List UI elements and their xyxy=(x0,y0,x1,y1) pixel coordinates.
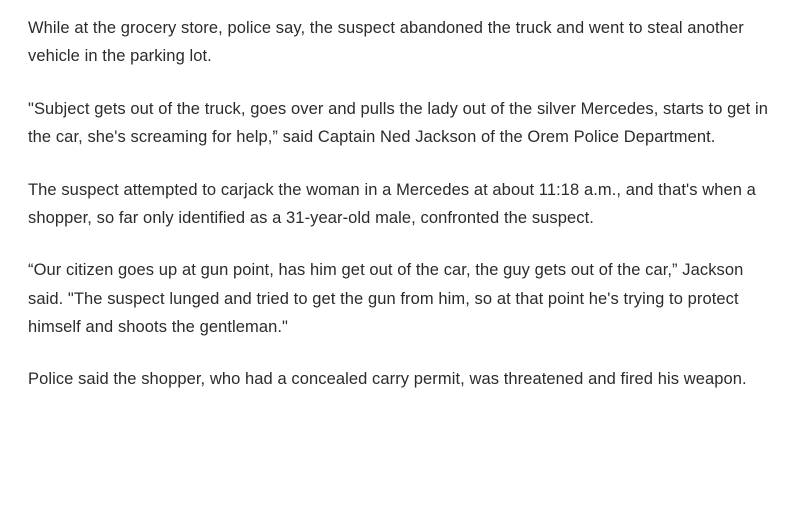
article-paragraph: The suspect attempted to carjack the woman in a Mercedes at about 11:18 a.m., and that's when a shopper, so far only identified as a 31-year-old male, confronted the suspect. xyxy=(28,180,756,227)
article-paragraph: "Subject gets out of the truck, goes over and pulls the lady out of the silver Mercedes, starts to get in the car, she's screaming for help,” said Captain Ned Jackson of the Orem Police Department. xyxy=(28,99,768,147)
article-paragraph: Police said the shopper, who had a concealed carry permit, was threatened and fired his weapon. xyxy=(28,370,747,389)
article-paragraph: “Our citizen goes up at gun point, has him get out of the car, the guy gets out of the car,” Jackson said. "The suspect lunged and tried to get the gun from him, so at that point he's trying to protect himself and shoots the gentleman." xyxy=(28,261,744,336)
article-paragraph: While at the grocery store, police say, the suspect abandoned the truck and went to steal another vehicle in the parking lot. xyxy=(28,19,744,66)
